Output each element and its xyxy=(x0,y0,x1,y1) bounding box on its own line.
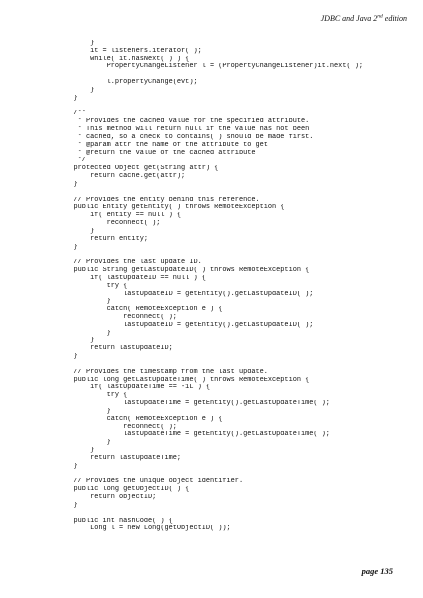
code-line xyxy=(57,103,397,111)
code-line: public int hashCode( ) { xyxy=(57,517,173,525)
code-line: // Provides the timestamp from the last update. xyxy=(57,368,268,376)
running-header-edition: edition xyxy=(382,14,407,23)
code-line: } xyxy=(57,462,78,470)
code-line: // Provides the entity behind this reference. xyxy=(57,196,260,204)
running-header-title: JDBC and Java 2 xyxy=(320,14,378,23)
code-line: return lastUpdateTime; xyxy=(57,454,182,462)
code-line: return objectID; xyxy=(57,494,157,502)
code-line: */ xyxy=(57,157,86,165)
code-line: // Provides the unique object identifier. xyxy=(57,478,244,486)
code-line: } xyxy=(57,298,111,306)
code-line: } xyxy=(57,243,78,251)
code-line: * Provides the cached value for the specified attribute. xyxy=(57,118,310,126)
code-line: reconnect( ); xyxy=(57,220,161,228)
code-line: * @param attr the name of the attribute to get xyxy=(57,141,268,149)
code-line: } xyxy=(57,337,95,345)
running-header-edition-superscript: nd xyxy=(377,13,383,20)
code-line: // Provides the last update ID. xyxy=(57,259,202,267)
code-line xyxy=(57,189,397,197)
code-listing xyxy=(57,40,397,533)
code-line: } xyxy=(57,329,111,337)
code-line: } xyxy=(57,40,95,47)
code-line: PropertyChangeListener l = (PropertyChangeListener)it.next( ); xyxy=(57,63,363,71)
code-line: if( lastUpdateID == null ) { xyxy=(57,274,206,282)
code-line: public String getLastUpdateID( ) throws RemoteException { xyxy=(57,267,310,275)
code-line xyxy=(57,510,397,518)
code-line: catch( RemoteException e ) { xyxy=(57,306,223,314)
code-line: /** xyxy=(57,110,86,118)
code-line xyxy=(57,361,397,369)
code-line: } xyxy=(57,353,78,361)
code-line: return entity; xyxy=(57,235,148,243)
code-line xyxy=(57,71,397,79)
code-line: } xyxy=(57,94,78,102)
code-line: public long getLastUpdateTime( ) throws RemoteException { xyxy=(57,376,310,384)
code-line: } xyxy=(57,227,95,235)
code-line: try { xyxy=(57,392,128,400)
code-line: reconnect( ); xyxy=(57,313,177,321)
code-line: } xyxy=(57,447,95,455)
code-line: * This method will return null if the value has not been xyxy=(57,126,310,134)
code-line: lastUpdateTime = getEntity().getLastUpdateTime( ); xyxy=(57,431,330,439)
code-line: public long getObjectID( ) { xyxy=(57,486,190,494)
page-number: page 135 xyxy=(361,566,393,576)
code-line: * cached, so a check to contains( ) should be made first. xyxy=(57,133,314,141)
code-line: public Entity getEntity( ) throws RemoteException { xyxy=(57,204,285,212)
code-line: protected Object get(String attr) { xyxy=(57,165,219,173)
code-line: Long l = new Long(getObjectID( )); xyxy=(57,525,231,533)
code-line: } xyxy=(57,439,111,447)
code-line: * @return the value of the cached attribute xyxy=(57,149,256,157)
code-line xyxy=(57,251,397,259)
code-line xyxy=(57,471,397,479)
code-line: } xyxy=(57,501,78,509)
code-line: catch( RemoteException e ) { xyxy=(57,415,223,423)
code-line: if( entity == null ) { xyxy=(57,212,182,220)
code-line: } xyxy=(57,86,95,94)
code-line: while( it.hasNext( ) ) { xyxy=(57,55,190,63)
code-line: return cache.get(attr); xyxy=(57,173,186,181)
code-line: it = listeners.iterator( ); xyxy=(57,47,202,55)
code-line: try { xyxy=(57,282,128,290)
running-header xyxy=(321,14,407,23)
code-line: lastUpdateID = getEntity().getLastUpdateID( ); xyxy=(57,321,314,329)
code-line: return lastUpdateID; xyxy=(57,345,173,353)
code-line: } xyxy=(57,180,78,188)
code-line: } xyxy=(57,407,111,415)
code-line: lastUpdateTime = getEntity().getLastUpdateTime( ); xyxy=(57,400,330,408)
code-line: if( lastUpdateTime == -1L ) { xyxy=(57,384,210,392)
code-line: lastUpdateID = getEntity().getLastUpdateID( ); xyxy=(57,290,314,298)
code-line: l.propertyChange(evt); xyxy=(57,79,198,87)
code-line: reconnect( ); xyxy=(57,423,177,431)
